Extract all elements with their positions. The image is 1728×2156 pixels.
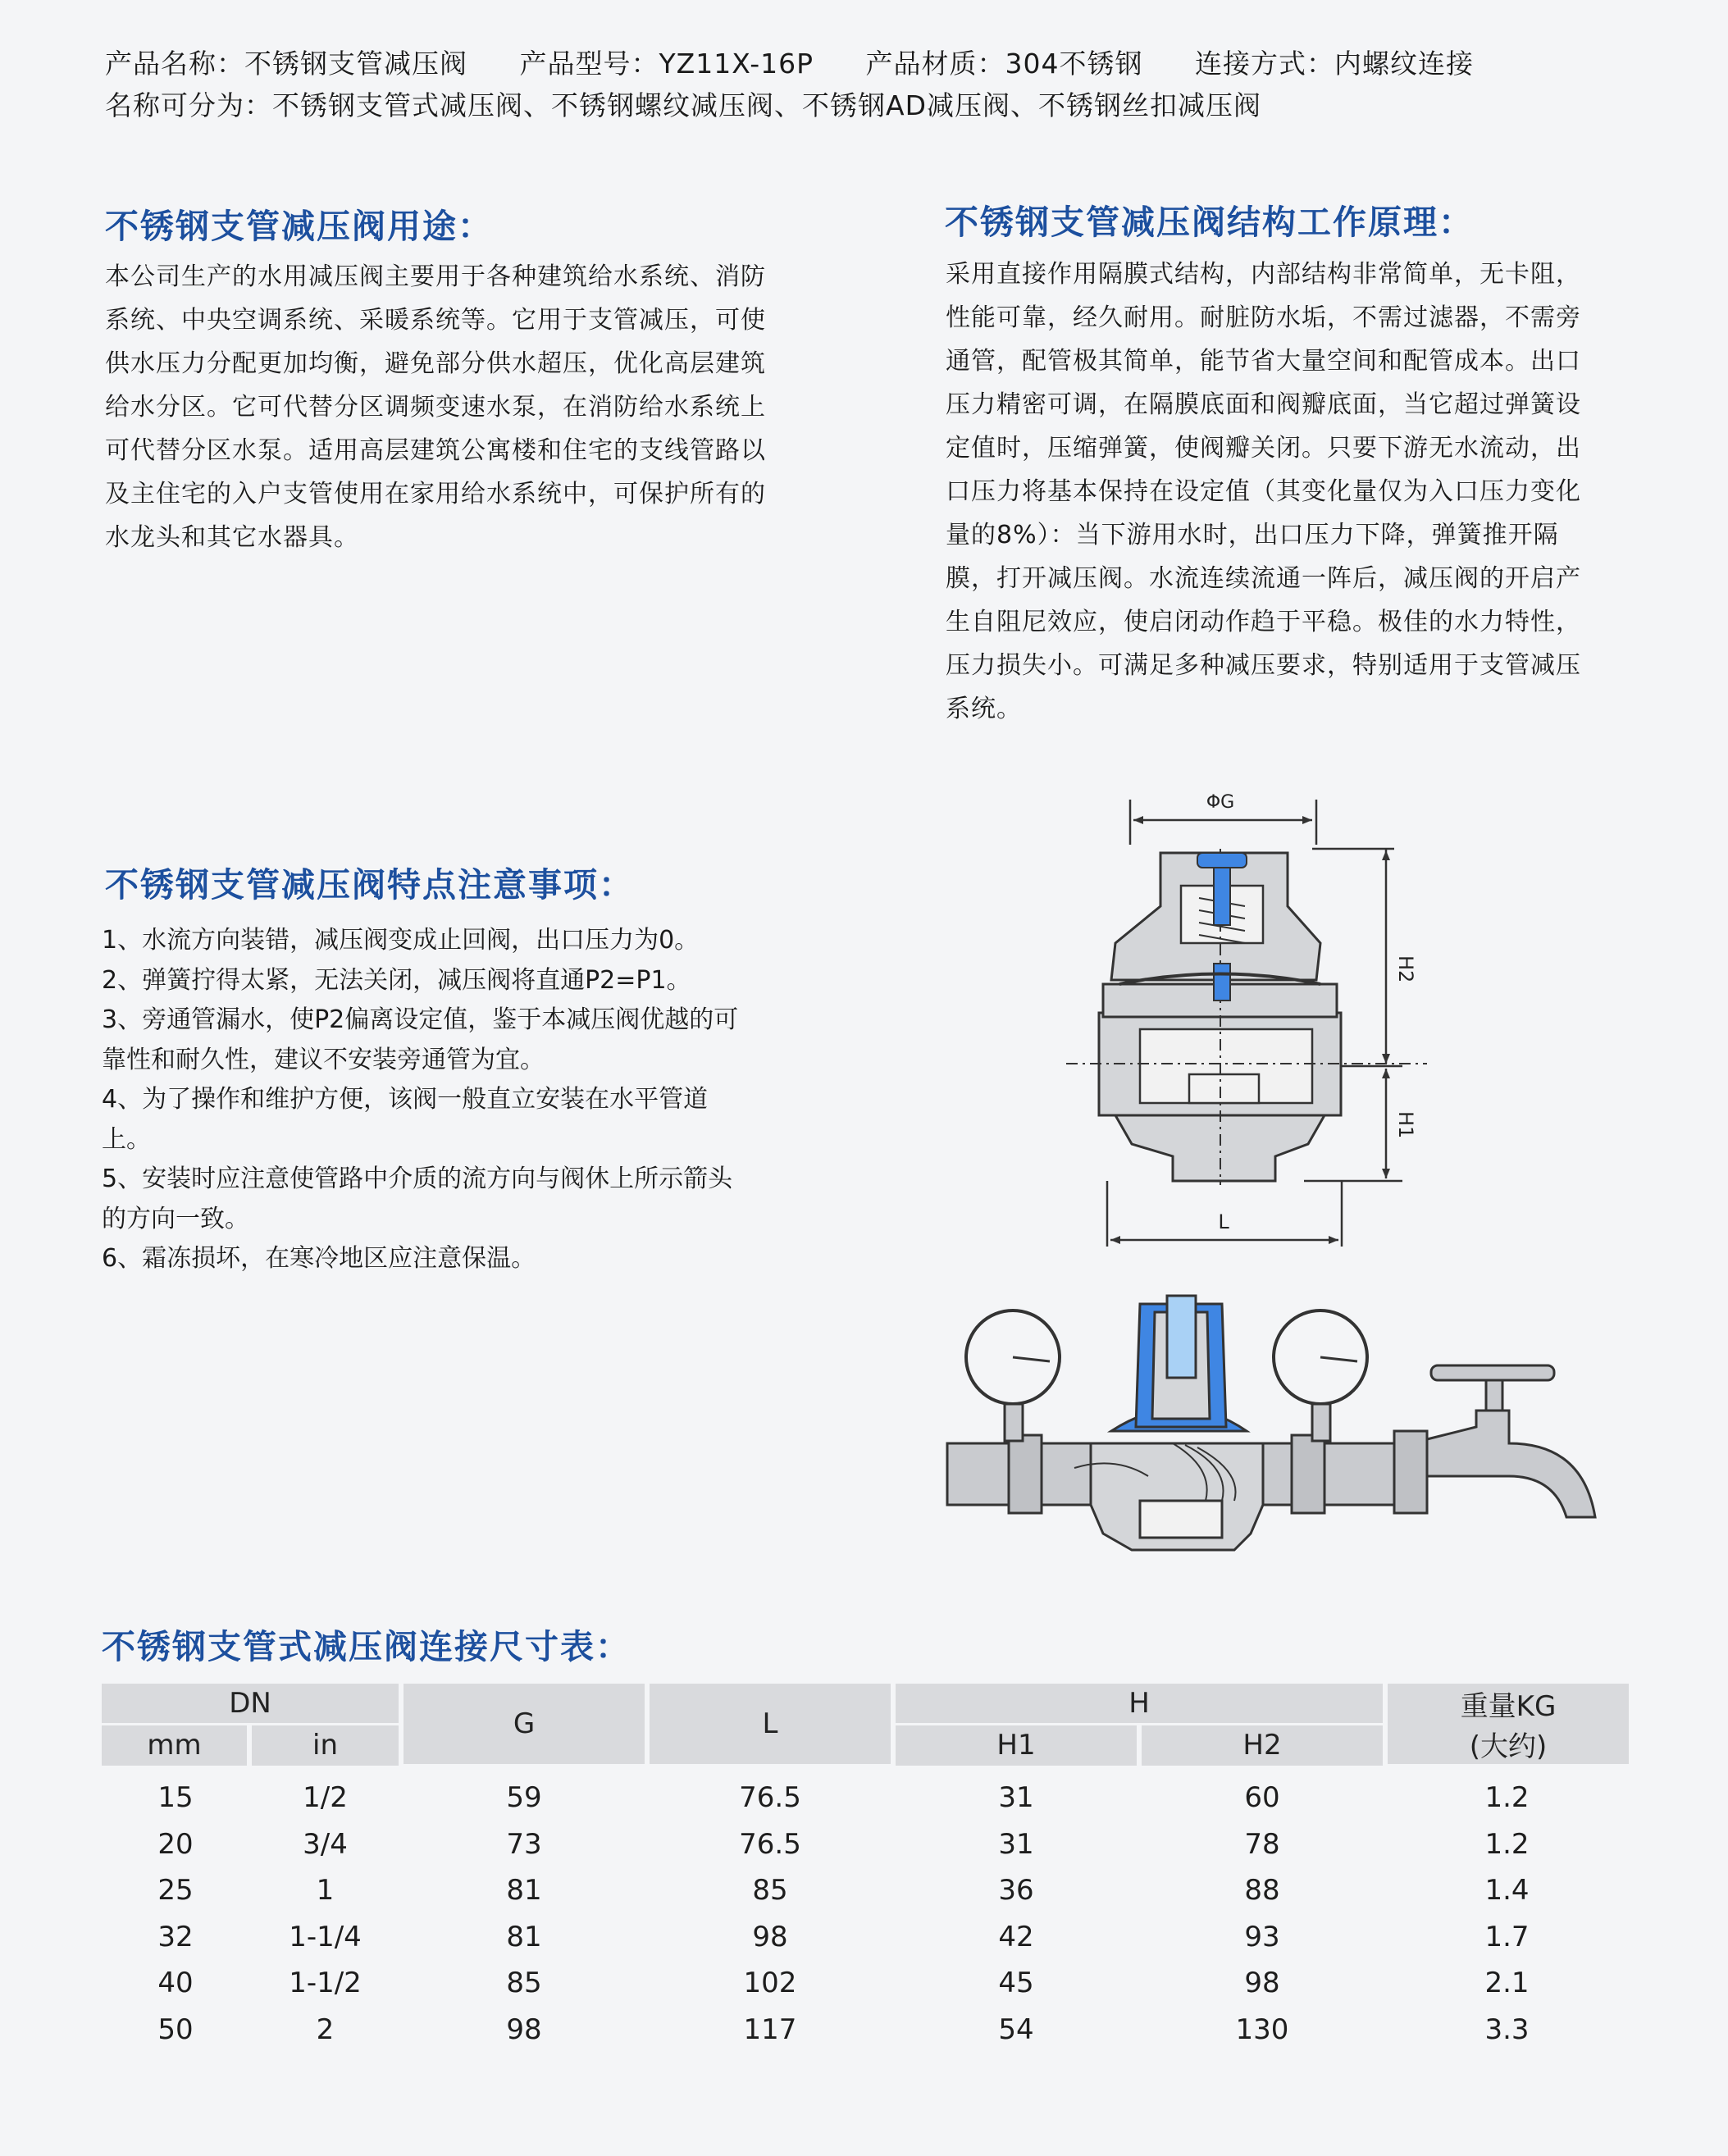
- header-h1: H1: [893, 1725, 1139, 1766]
- text-line: 及主住宅的入户支管使用在家用给水系统中，可保护所有的: [105, 480, 766, 508]
- text-line: 给水分区。它可代替分区调频变速水泵，在消防给水系统上: [105, 393, 766, 422]
- text-line: 3、旁通管漏水，使P2偏离设定值，鉴于本减压阀优越的可: [102, 1005, 739, 1034]
- header-h: H: [893, 1684, 1385, 1725]
- dim-h2-label: H2: [1394, 955, 1417, 983]
- dim-h1-label: H1: [1394, 1111, 1417, 1139]
- cell-mm: 32: [157, 1920, 194, 1953]
- text-line: 供水压力分配更加均衡，避免部分供水超压，优化高层建筑: [105, 349, 766, 378]
- cell-kg: 1.2: [1484, 1781, 1530, 1815]
- cell-g: 59: [506, 1781, 542, 1815]
- table-row: [102, 1867, 1629, 1914]
- text-line: 可代替分区水泵。适用高层建筑公寓楼和住宅的支线管路以: [105, 436, 766, 465]
- cell-in: 1/2: [303, 1780, 348, 1814]
- cell-h2: 60: [1244, 1780, 1280, 1814]
- cell-kg: 3.3: [1484, 2012, 1530, 2046]
- text-line: 膜，打开减压阀。水流连续流通一阵后，减压阀的开启产: [946, 564, 1581, 593]
- text-line: 的方向一致。: [102, 1204, 249, 1233]
- cell-kg: 1.7: [1484, 1920, 1530, 1953]
- product-header-line: [105, 43, 1516, 81]
- cell-l: 76.5: [739, 1781, 801, 1815]
- cell-in: 1: [316, 1874, 335, 1908]
- cell-in: 3/4: [303, 1827, 348, 1861]
- header-in: in: [249, 1725, 401, 1766]
- text-line: 通管，配管极其简单，能节省大量空间和配管成本。出口: [946, 347, 1581, 376]
- header-h2: H2: [1139, 1725, 1385, 1766]
- cell-g: 85: [506, 1967, 542, 2000]
- dimension-table: [102, 1684, 1629, 2053]
- cell-h2: 130: [1235, 2012, 1289, 2046]
- cell-g: 81: [506, 1874, 542, 1908]
- text-line: 系统、中央空调系统、采暖系统等。它用于支管减压，可使: [105, 306, 766, 335]
- table-row: [102, 1914, 1629, 1961]
- header-mm: mm: [102, 1725, 249, 1766]
- cell-in: 1-1/4: [289, 1920, 362, 1953]
- cell-g: 81: [506, 1920, 542, 1953]
- cell-kg: 2.1: [1484, 1967, 1530, 2000]
- product-model: 产品型号：YZ11X-16P: [519, 48, 814, 80]
- cell-h1: 31: [998, 1780, 1034, 1814]
- text-line: 1、水流方向装错，减压阀变成止回阀，出口压力为0。: [102, 926, 700, 955]
- cell-kg: 1.2: [1484, 1827, 1530, 1861]
- text-line: 压力精密可调，在隔膜底面和阀瓣底面，当它超过弹簧设: [946, 390, 1581, 419]
- product-connection: 连接方式：内螺纹连接: [1195, 48, 1475, 80]
- text-line: 2、弹簧拧得太紧，无法关闭，减压阀将直通P2=P1。: [102, 965, 691, 995]
- cell-h1: 31: [998, 1827, 1034, 1861]
- text-line: 压力损失小。可满足多种减压要求，特别适用于支管减压: [946, 651, 1581, 680]
- cell-mm: 20: [157, 1827, 194, 1861]
- text-line: 6、霜冻损坏，在寒冷地区应注意保温。: [102, 1244, 536, 1273]
- cell-in: 2: [316, 2012, 335, 2046]
- text-line: 4、为了操作和维护方便，该阀一般直立安装在水平管道: [102, 1085, 709, 1114]
- notes-list: [102, 921, 738, 1279]
- cell-h2: 98: [1244, 1967, 1280, 2000]
- cell-l: 76.5: [739, 1827, 801, 1861]
- product-material: 产品材质：304不锈钢: [865, 48, 1143, 80]
- table-row: [102, 1960, 1629, 2007]
- dim-l-label: L: [1218, 1210, 1229, 1233]
- table-row: [102, 1821, 1629, 1868]
- cell-h1: 36: [998, 1874, 1034, 1908]
- usage-paragraph: [105, 255, 766, 559]
- table-row: [102, 1766, 1629, 1821]
- text-line: 系统。: [946, 695, 1022, 723]
- text-line: 口压力将基本保持在设定值（其变化量仅为入口压力变化: [946, 477, 1581, 506]
- text-line: 本公司生产的水用减压阀主要用于各种建筑给水系统、消防: [105, 262, 766, 291]
- product-aliases: 名称可分为：不锈钢支管式减压阀、不锈钢螺纹减压阀、不锈钢AD减压阀、不锈钢丝扣减压阀: [105, 89, 1261, 121]
- cell-mm: 25: [157, 1874, 194, 1908]
- cell-h1: 42: [998, 1920, 1034, 1953]
- cell-g: 98: [506, 2012, 542, 2046]
- header-dn: DN: [102, 1684, 401, 1725]
- header-weight-label: 重量KG: [1460, 1690, 1557, 1723]
- dim-phi-g-label: ΦG: [1206, 792, 1235, 813]
- cell-h2: 78: [1244, 1827, 1280, 1861]
- table-row: [102, 2007, 1629, 2053]
- cell-mm: 40: [157, 1967, 194, 2000]
- header-l: L: [647, 1684, 893, 1766]
- table-title: 不锈钢支管式减压阀连接尺寸表：: [102, 1627, 631, 1666]
- text-line: 性能可靠，经久耐用。耐脏防水垢，不需过滤器，不需旁: [946, 303, 1581, 332]
- product-name: 产品名称：不锈钢支管减压阀: [105, 48, 467, 80]
- text-line: 水龙头和其它水器具。: [105, 523, 359, 552]
- header-g: G: [401, 1684, 647, 1766]
- text-line: 上。: [102, 1124, 151, 1154]
- cell-mm: 50: [157, 2012, 194, 2046]
- cell-h1: 45: [998, 1967, 1034, 2000]
- principle-title: 不锈钢支管减压阀结构工作原理：: [945, 203, 1474, 242]
- cell-l: 102: [743, 1967, 797, 2000]
- cell-h2: 93: [1244, 1920, 1280, 1953]
- principle-paragraph: [946, 253, 1581, 731]
- cell-mm: 15: [157, 1780, 194, 1814]
- header-weight-approx: (大约): [1469, 1730, 1548, 1763]
- notes-title: 不锈钢支管减压阀特点注意事项：: [105, 865, 634, 905]
- text-line: 量的8%）：当下游用水时，出口压力下降，弹簧推开隔: [946, 521, 1559, 549]
- cell-l: 117: [743, 2012, 797, 2046]
- usage-title: 不锈钢支管减压阀用途：: [105, 207, 493, 246]
- adjusting-screw-part: [1197, 853, 1247, 868]
- cell-h2: 88: [1244, 1874, 1280, 1908]
- cell-in: 1-1/2: [289, 1967, 362, 2000]
- cell-g: 73: [506, 1827, 542, 1861]
- installation-illustration: [939, 1288, 1607, 1575]
- valve-dimension-drawing: [1066, 783, 1427, 1259]
- cell-l: 98: [752, 1920, 788, 1953]
- header-weight: [1385, 1684, 1629, 1766]
- text-line: 靠性和耐久性，建议不安装旁通管为宜。: [102, 1045, 545, 1074]
- cell-h1: 54: [998, 2012, 1034, 2046]
- cell-kg: 1.4: [1484, 1874, 1530, 1908]
- faucet: [1427, 1365, 1595, 1517]
- cell-l: 85: [752, 1874, 788, 1908]
- text-line: 生自阻尼效应，使启闭动作趋于平稳。极佳的水力特性，: [946, 608, 1581, 636]
- text-line: 5、安装时应注意使管路中介质的流方向与阀休上所示箭头: [102, 1165, 733, 1193]
- text-line: 采用直接作用隔膜式结构，内部结构非常简单，无卡阻，: [946, 260, 1581, 289]
- text-line: 定值时，压缩弹簧，使阀瓣关闭。只要下游无水流动，出: [946, 434, 1581, 463]
